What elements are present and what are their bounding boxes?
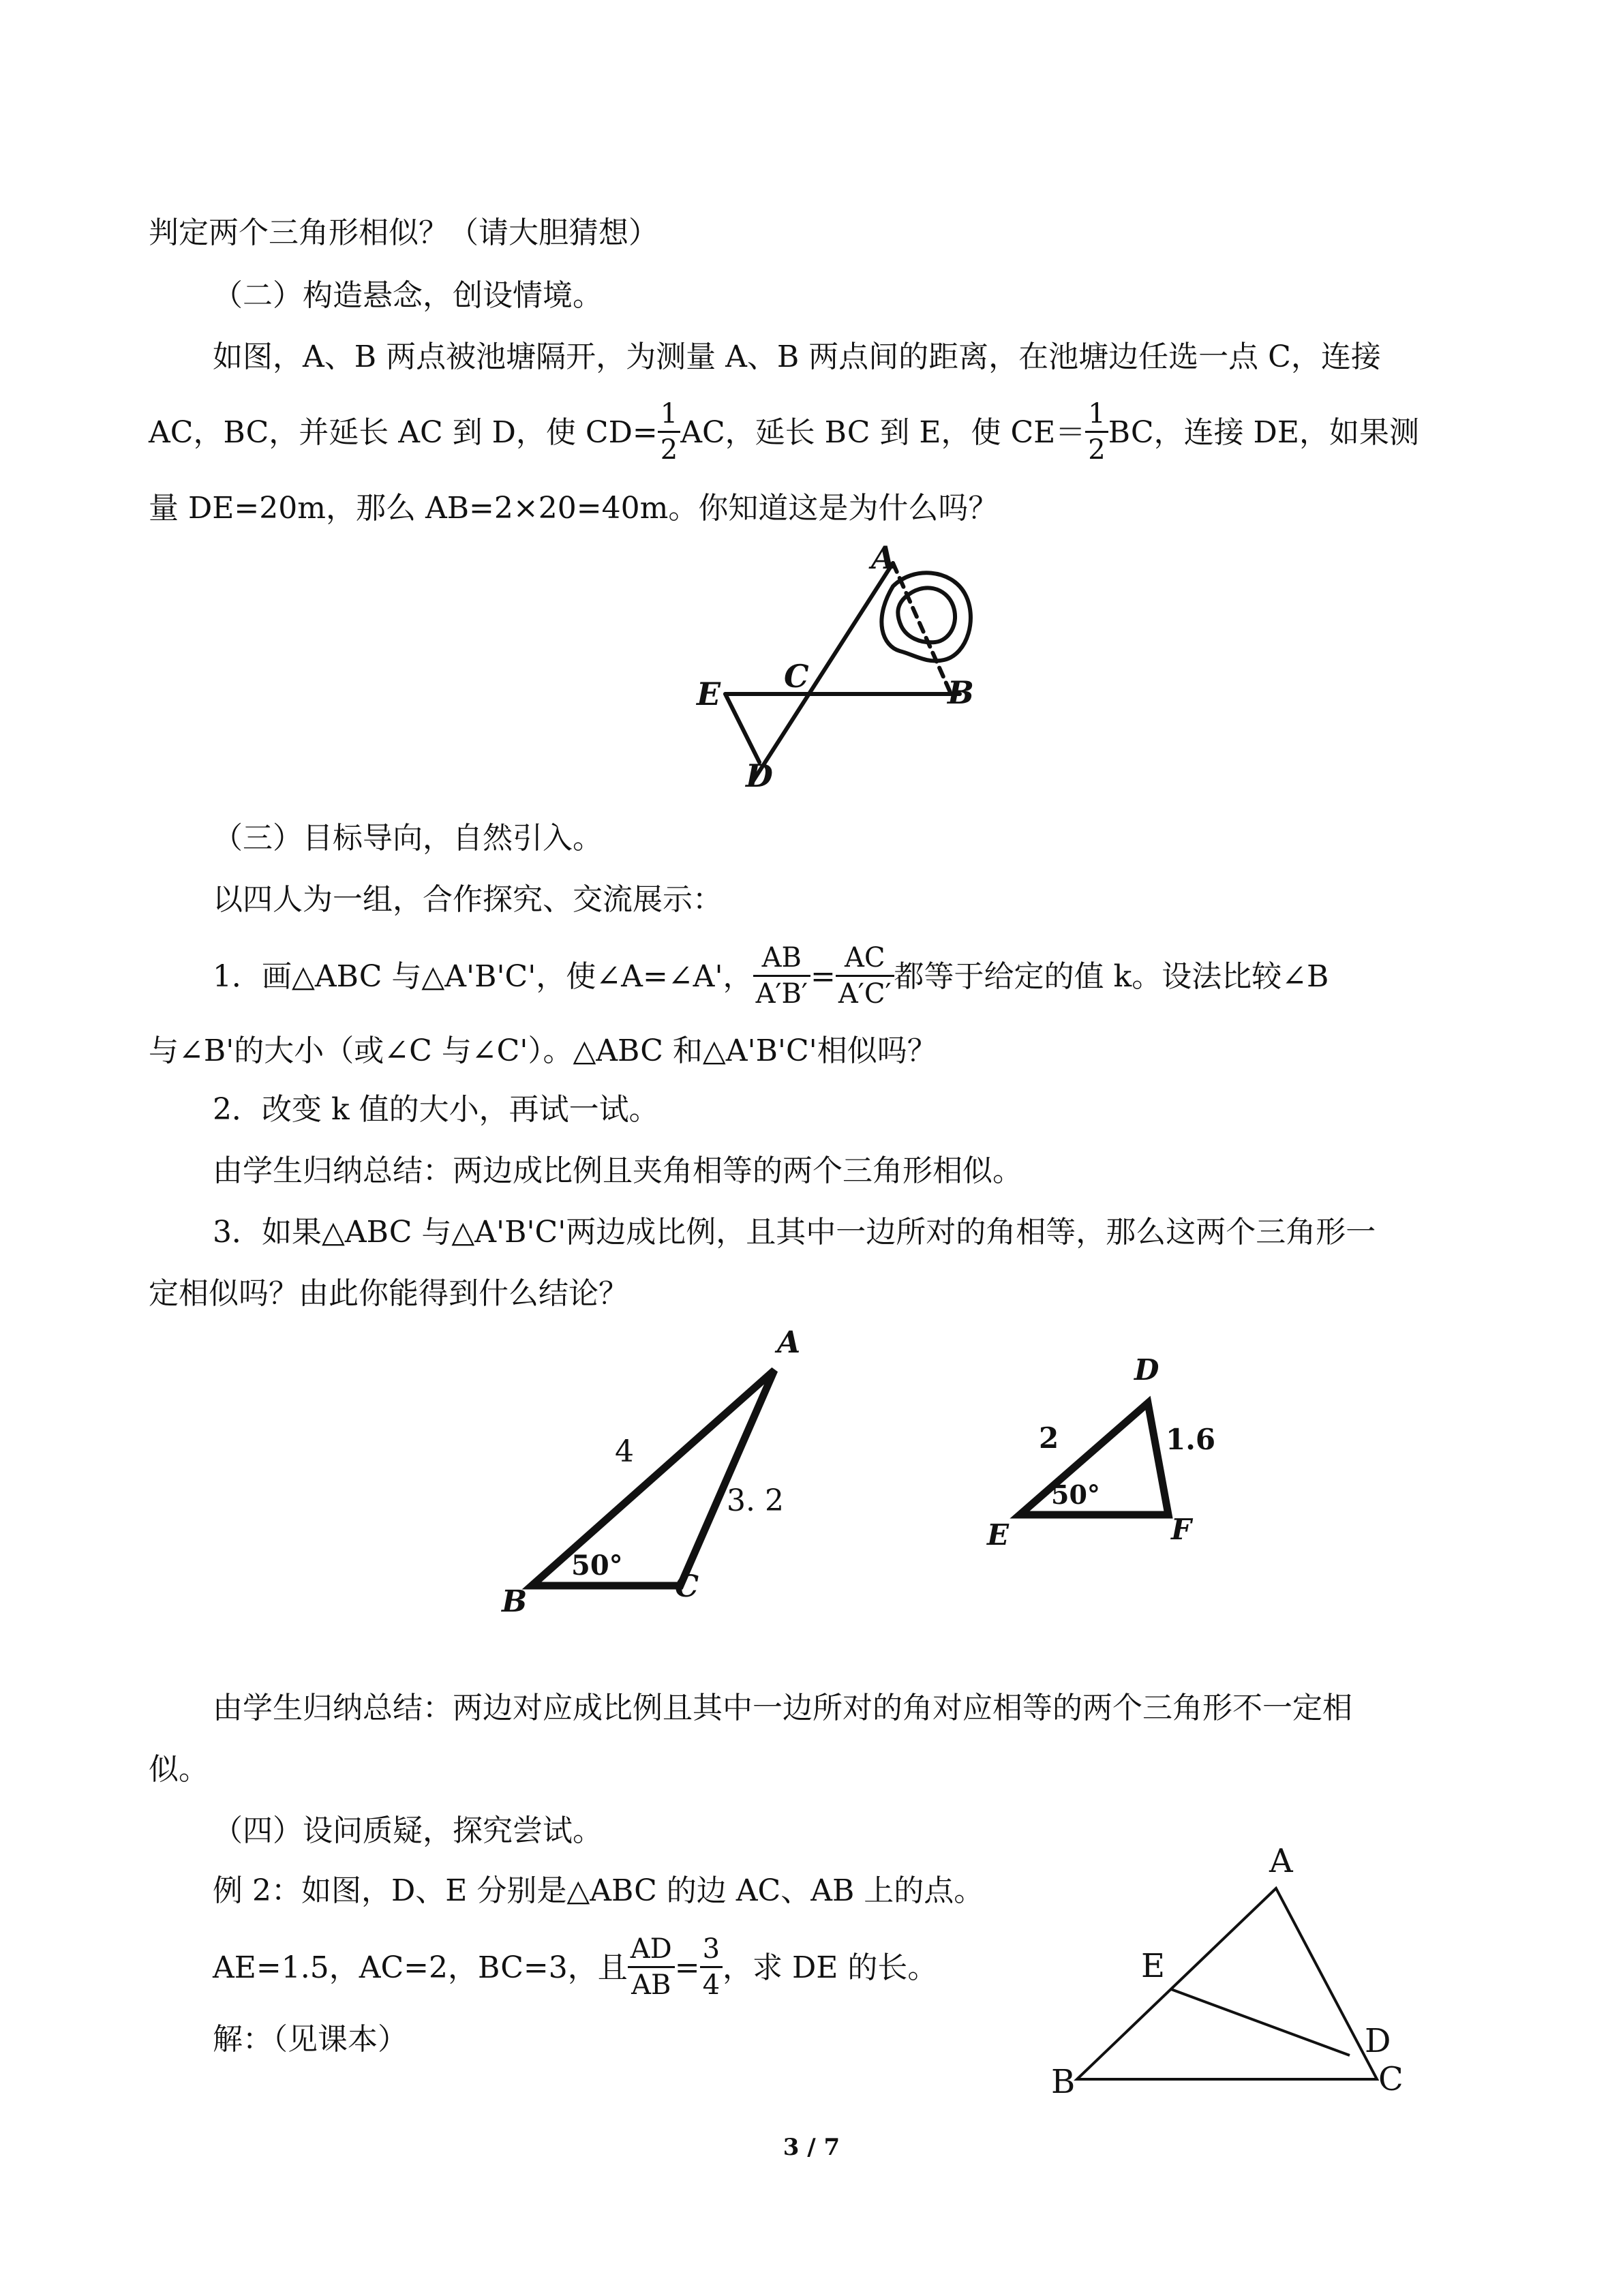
pond-figure (688, 539, 1009, 794)
paragraph-line: 定相似吗？由此你能得到什么结论？ (149, 1276, 628, 1311)
fraction (628, 1932, 675, 2002)
paragraph-line: 解：（见课本） (213, 2022, 408, 2057)
paragraph-line: 似。 (149, 1752, 209, 1787)
paragraph-line (149, 399, 1419, 470)
page-number: 3 / 7 (783, 2134, 840, 2161)
paragraph-line: 由学生归纳总结：两边成比例且夹角相等的两个三角形相似。 (213, 1153, 1022, 1188)
label-c: C (784, 658, 809, 695)
segment-de (1171, 1989, 1350, 2055)
pond-inner (898, 588, 955, 642)
label-b: B (1051, 2063, 1076, 2100)
label-a: A (1269, 1842, 1293, 1880)
paragraph-line: 量 DE=20m，那么 AB=2×20=40m。你知道这是为什么吗？ (149, 491, 999, 526)
side-ac-label: 3. 2 (727, 1483, 784, 1518)
equals-sign: = (810, 959, 836, 994)
text-segment: 都等于给定的值 k。设法比较∠B (894, 959, 1329, 994)
fraction-denominator: 4 (702, 1969, 721, 2001)
text-segment: ，求 DE 的长。 (723, 1950, 938, 1985)
fraction-denominator: 2 (660, 434, 678, 466)
paragraph-line: 如图，A、B 两点被池塘隔开，为测量 A、B 两点间的距离，在池塘边任选一点 C，连接 (213, 339, 1381, 374)
label-c: C (675, 1569, 699, 1604)
label-c: C (1378, 2060, 1404, 2098)
label-e: E (697, 676, 721, 712)
label-b: B (502, 1584, 528, 1619)
label-e: E (987, 1518, 1010, 1552)
side-ab-label: 4 (615, 1434, 634, 1469)
label-a: A (777, 1325, 801, 1360)
section-heading: （二）构造悬念，创设情境。 (213, 278, 603, 313)
label-a: A (871, 539, 896, 576)
text-segment: 1．画△ABC 与△A'B'C'，使∠A=∠A'， (213, 959, 753, 994)
label-d: D (1365, 2022, 1391, 2060)
fraction-numerator: 1 (1085, 397, 1108, 433)
fraction (1085, 397, 1108, 467)
fraction (836, 941, 894, 1011)
fraction (700, 1932, 723, 2002)
angle-b-label: 50° (571, 1550, 623, 1582)
paragraph-line: 例 2：如图，D、E 分别是△ABC 的边 AC、AB 上的点。 (213, 1873, 984, 1908)
paragraph-line: 以四人为一组，合作探究、交流展示： (213, 882, 723, 917)
fraction-numerator: AC (836, 941, 894, 977)
text-segment: BC，连接 DE，如果测 (1108, 415, 1419, 450)
label-f: F (1171, 1513, 1192, 1546)
line-ed (725, 694, 759, 762)
label-b: B (947, 674, 974, 711)
paragraph-line (213, 1935, 937, 2005)
fraction (658, 397, 680, 467)
equals-sign: = (674, 1950, 700, 1985)
text-segment: AE=1.5，AC=2，BC=3，且 (213, 1950, 628, 1985)
fraction-numerator: 1 (658, 397, 680, 433)
fraction-denominator: A′C′ (838, 978, 892, 1010)
triangle-abc-figure (477, 1309, 832, 1632)
fraction (753, 941, 810, 1011)
section-heading: （三）目标导向，自然引入。 (213, 821, 603, 856)
label-d: D (746, 757, 773, 791)
label-e: E (1141, 1947, 1166, 1985)
fraction-denominator: A′B′ (755, 978, 808, 1010)
fraction-denominator: 2 (1088, 434, 1106, 466)
section-heading: （四）设问质疑，探究尝试。 (213, 1813, 603, 1848)
paragraph-line (213, 943, 1329, 1014)
text-segment: AC，BC，并延长 AC 到 D，使 CD= (149, 415, 658, 450)
text-segment: AC，延长 BC 到 E，使 CE＝ (680, 415, 1086, 450)
fraction-numerator: AD (628, 1932, 675, 1968)
example-triangle-figure (1036, 1827, 1472, 2102)
paragraph-line: 与∠B'的大小（或∠C 与∠C'）。△ABC 和△A'B'C'相似吗？ (149, 1033, 937, 1068)
paragraph-line: 判定两个三角形相似？（请大胆猜想） (149, 215, 658, 250)
triangle-abc (1077, 1888, 1377, 2079)
side-df-label: 1.6 (1166, 1423, 1216, 1456)
fraction-numerator: AB (753, 941, 810, 977)
paragraph-line: 3．如果△ABC 与△A'B'C'两边成比例，且其中一边所对的角相等，那么这两个三角形一 (213, 1215, 1376, 1250)
paragraph-line: 由学生归纳总结：两边对应成比例且其中一边所对的角对应相等的两个三角形不一定相 (213, 1691, 1352, 1725)
angle-e-label: 50° (1051, 1479, 1100, 1510)
line-ad (751, 563, 893, 784)
fraction-denominator: AB (631, 1969, 671, 2001)
label-d: D (1134, 1353, 1159, 1387)
side-de-label: 2 (1039, 1421, 1059, 1455)
triangle-def-figure (982, 1329, 1241, 1564)
triangle-abc (532, 1370, 774, 1586)
paragraph-line: 2．改变 k 值的大小，再试一试。 (213, 1092, 659, 1127)
fraction-numerator: 3 (700, 1932, 723, 1968)
